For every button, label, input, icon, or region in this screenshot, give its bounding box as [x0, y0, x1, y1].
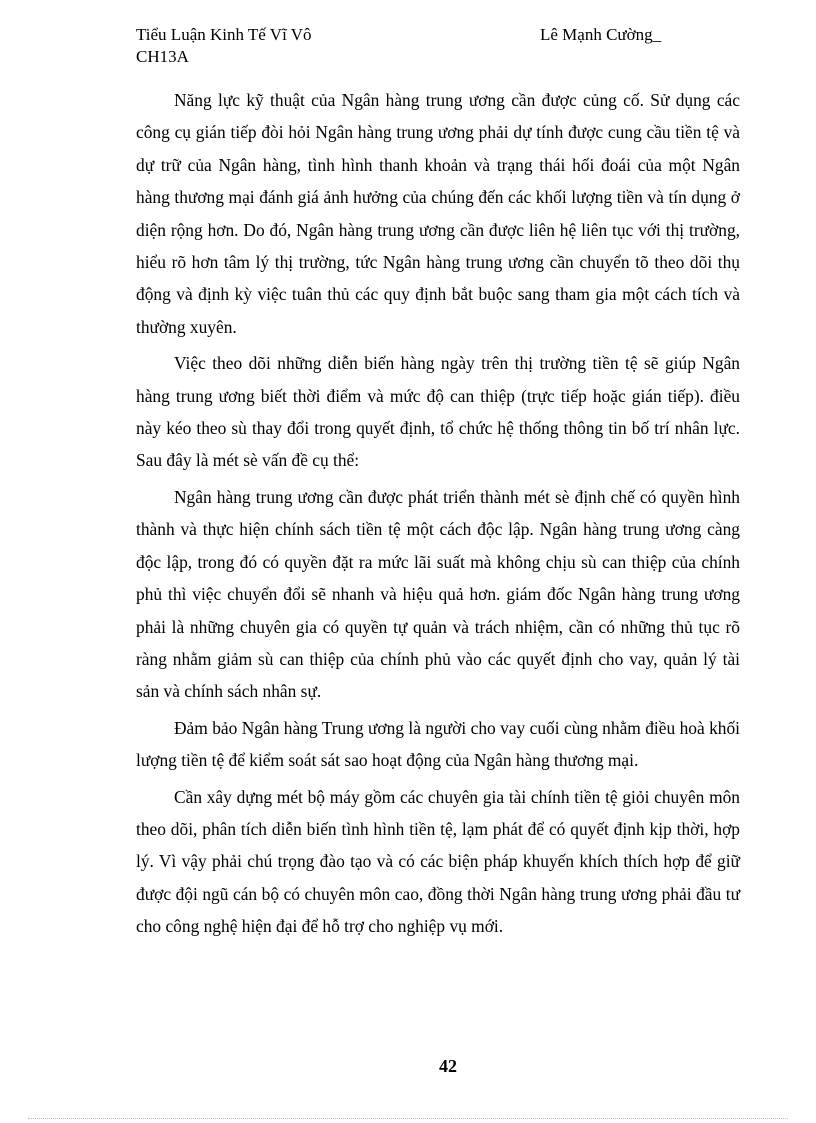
- document-body: [136, 84, 740, 944]
- paragraph-5: Cần xây dựng mét bộ máy gồm các chuyên gia tài chính tiền tệ giỏi chuyên môn theo dõi, phân tích diễn biến tình hình tiền tệ, lạm phát để có quyết định kịp thời, hợp lý. Vì vậy phải chú trọng đào tạo và có các biện pháp khuyến khích thích hợp để giữ được đội ngũ cán bộ có chuyên môn cao, đồng thời Ngân hàng trung ương phải đầu tư cho công nghệ hiện đại để hỗ trợ cho nghiệp vụ mới.: [136, 786, 740, 937]
- paragraph-3: Ngân hàng trung ương cần được phát triển thành mét sè định chế có quyền hình thành và thực hiện chính sách tiền tệ một cách độc lập. Ngân hàng trung ương càng độc lập, trong đó có quyền đặt ra mức lãi suất mà không chịu sù can thiệp của chính phủ thì việc chuyển đổi sẽ nhanh và hiệu quả hơn. giám đốc Ngân hàng trung ương phải là những chuyên gia có quyền tự quản và trách nhiệm, cần có những thủ tục rõ ràng nhằm giảm sù can thiệp của chính phủ vào các quyết định cho vay, quản lý tài sản và chính sách nhân sự.: [136, 486, 740, 702]
- page-number: 42: [439, 1056, 457, 1076]
- header-author: Lê Mạnh Cường_: [540, 25, 662, 44]
- paragraph-4: Đảm bảo Ngân hàng Trung ương là người cho vay cuối cùng nhằm điều hoà khối lượng tiền tệ để kiểm soát sát sao hoạt động của Ngân hàng thương mại.: [136, 717, 740, 771]
- header-title: Tiểu Luận Kinh Tế Vĩ Vô CH13A: [136, 25, 312, 66]
- paragraph-1: Năng lực kỹ thuật của Ngân hàng trung ương cần được củng cố. Sử dụng các công cụ gián tiếp đòi hỏi Ngân hàng trung ương phải dự tính được cung cầu tiền tệ và dự trữ của Ngân hàng, tình hình thanh khoản và trạng thái hối đoái của một Ngân hàng thương mại đánh giá ảnh hưởng của chúng đến các khối lượng tiền và tín dụng ở diện rộng hơn. Do đó, Ngân hàng trung ương cần được liên hệ liên tục với thị trường, hiểu rõ hơn tâm lý thị trường, tức Ngân hàng trung ương cần chuyển tõ theo dõi thụ động và định kỳ việc tuân thủ các quy định bắt buộc sang tham gia một cách tích và thường xuyên.: [136, 90, 740, 337]
- paragraph-2: Việc theo dõi những diễn biến hàng ngày trên thị trường tiền tệ sẽ giúp Ngân hàng trung ương biết thời điểm và mức độ can thiệp (trực tiếp hoặc gián tiếp). điều này kéo theo sù thay đổi trong quyết định, tổ chức hệ thống thông tin bố trí nhân lực. Sau đây là mét sè vấn đề cụ thể:: [136, 353, 740, 471]
- page-bottom-divider: [28, 1118, 788, 1119]
